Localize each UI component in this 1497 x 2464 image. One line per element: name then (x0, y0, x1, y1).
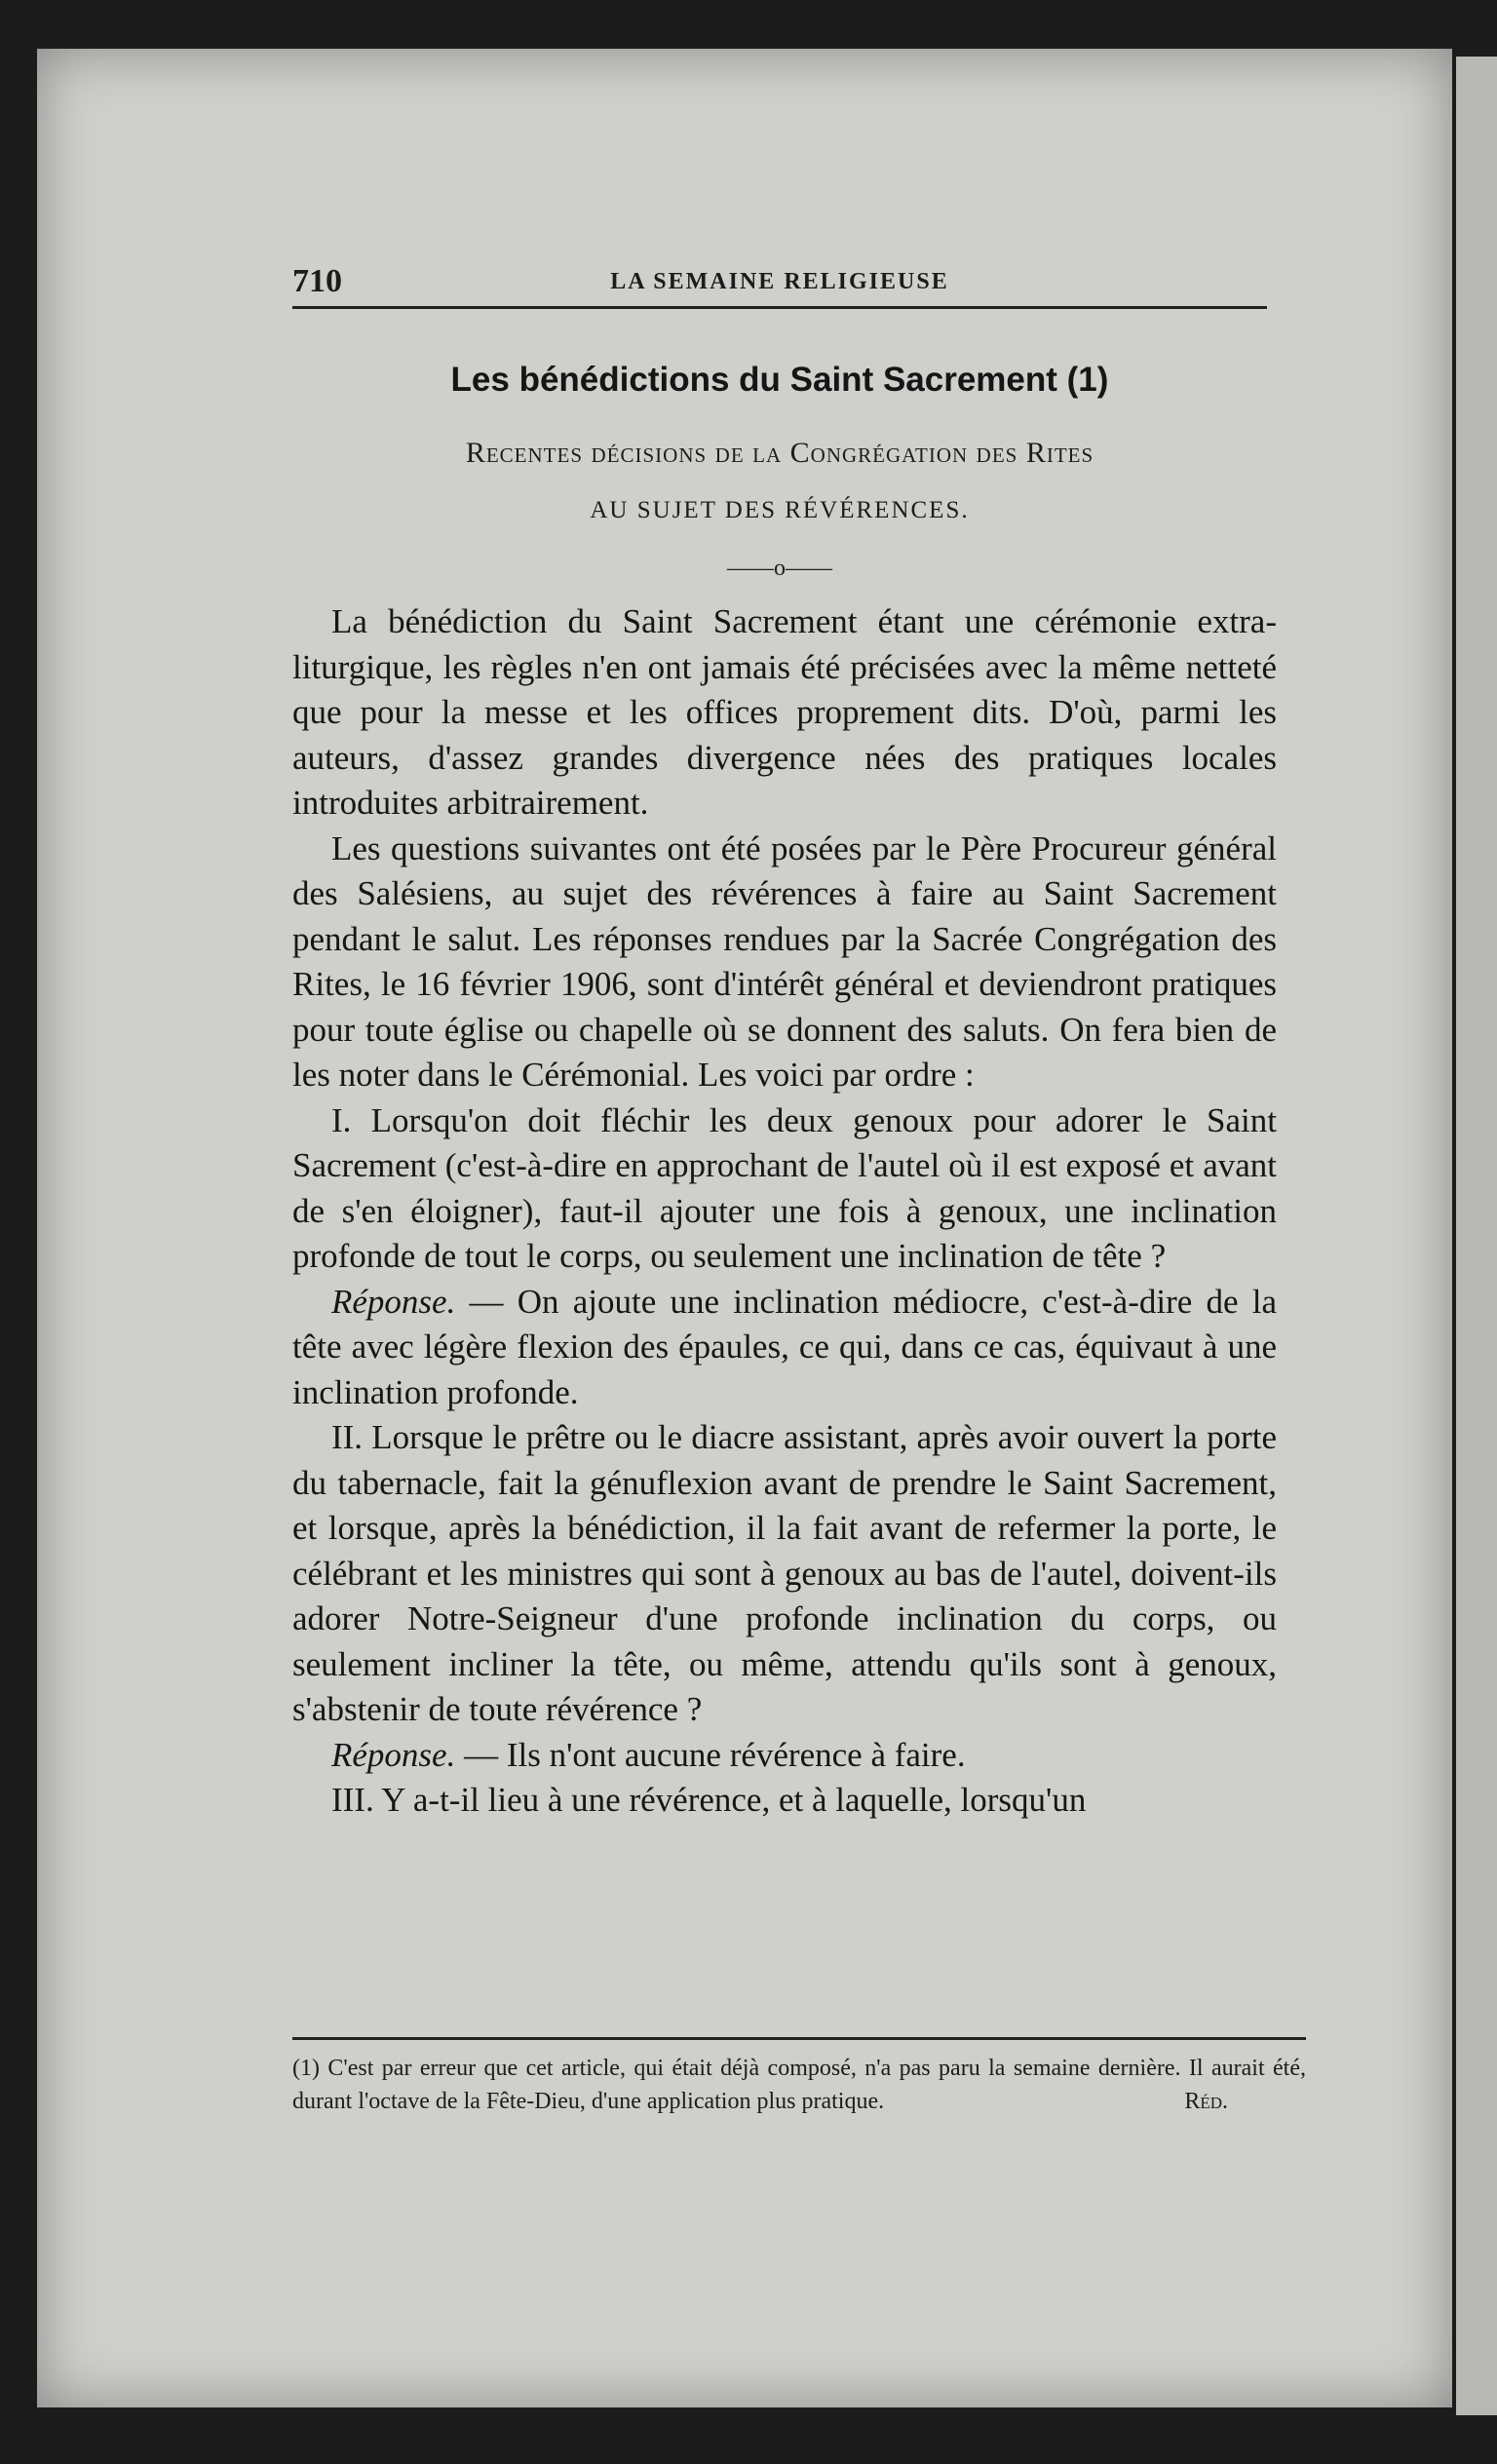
paragraph-question-3: III. Y a-t-il lieu à une révérence, et à laquelle, lorsqu'un (331, 1781, 1087, 1819)
ornament-divider: ——o—— (727, 556, 832, 581)
paragraph-intro: La bénédiction du Saint Sacrement étant une cérémonie extra-liturgique, les règles n'en ont jamais été précisées avec la même netteté que pour la messe et les offices proprement dits. D'où, parmi les auteurs, d'assez grandes divergence nées des pratiques locales introduites arbitrairement. (292, 602, 1277, 822)
footnote (292, 2052, 1306, 2118)
footnote-signature: Réd. (1184, 2089, 1228, 2114)
article-title: Les bénédictions du Saint Sacrement (1) (450, 361, 1109, 399)
page-number: 710 (292, 263, 342, 299)
scanned-page (37, 49, 1452, 2407)
paragraph-questions: Les questions suivantes ont été posées par le Père Procureur général des Salésiens, au sujet des révérences à faire au Saint Sacrement pendant le salut. Les réponses rendues par la Sacrée Congrégation des Rites, le 16 février 1906, sont d'intérêt général et deviendront pratiques pour toute église ou chapelle où se donnent des saluts. On fera bien de les noter dans le Cérémonial. Les voici par ordre : (292, 828, 1277, 1094)
adjacent-page-edge (1456, 57, 1497, 2415)
article-subtitle: Recentes décisions de la Congrégation des Rites (465, 437, 1094, 469)
footnote-text: (1) C'est par erreur que cet article, qui était déjà composé, n'a pas paru la semaine dernière. Il aurait été, durant l'octave de la Fête-Dieu, d'une application plus pratique. (292, 2056, 1306, 2114)
paragraph-question-1: I. Lorsqu'on doit fléchir les deux genoux pour adorer le Saint Sacrement (c'est-à-dire en approchant de l'autel où il est exposé et avant de s'en éloigner), faut-il ajouter une fois à genoux, une inclination profonde de tout le corps, ou seulement une inclination de tête ? (292, 1100, 1277, 1275)
running-title: LA SEMAINE RELIGIEUSE (610, 269, 949, 294)
paragraph-question-2: II. Lorsque le prêtre ou le diacre assistant, après avoir ouvert la porte du tabernacle, fait la génuflexion avant de prendre le Saint Sacrement, et lorsque, après la bénédiction, il la fait avant de refermer la porte, le célébrant et les ministres qui sont à genoux au bas de l'autel, doivent-ils adorer Notre-Seigneur d'une profonde inclination du corps, ou seulement incliner la tête, ou même, attendu qu'ils sont à genoux, s'abstenir de toute révérence ? (292, 1418, 1277, 1728)
footnote-rule (292, 2037, 1306, 2040)
page-header (292, 263, 1267, 309)
paragraph-response-1 (292, 1280, 1277, 1416)
response-label: Réponse. (331, 1282, 456, 1321)
article-subtitle-continued: AU SUJET DES RÉVÉRENCES. (590, 497, 970, 523)
response-text: — On ajoute une inclination médiocre, c'est-à-dire de la tête avec légère flexion des épaules, ce qui, dans ce cas, équivaut à une inclination profonde. (292, 1282, 1277, 1411)
response-text: — Ils n'ont aucune révérence à faire. (455, 1735, 966, 1774)
paragraph-response-2 (292, 1733, 1277, 1779)
response-label: Réponse. (331, 1735, 456, 1774)
article-body (292, 599, 1277, 1824)
